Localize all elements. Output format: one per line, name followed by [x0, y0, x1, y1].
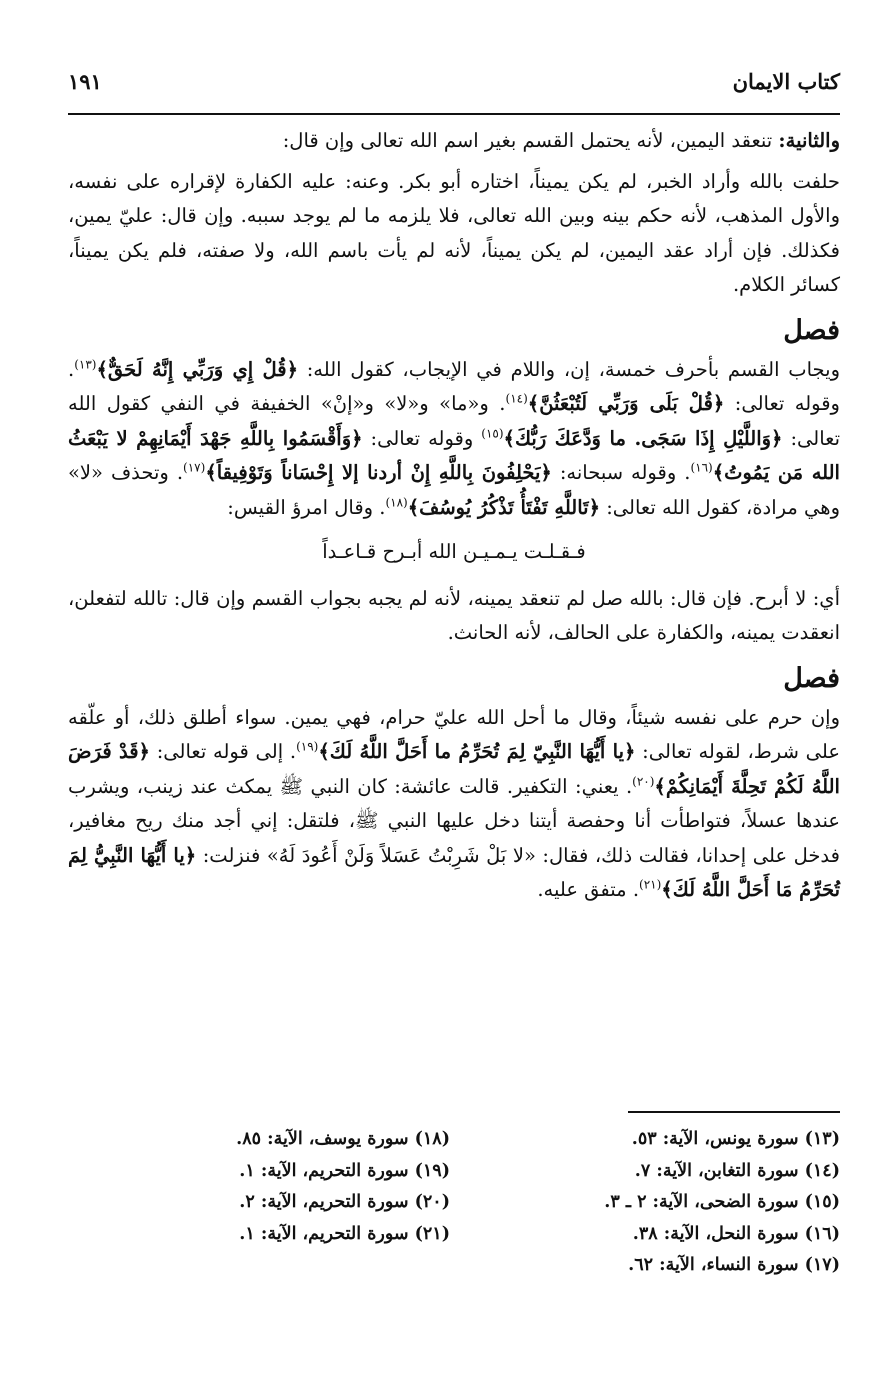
footnote-ref[interactable]: (١٤)	[505, 391, 528, 406]
text-run: . يعني: التكفير. قالت عائشة: كان النبي ﷺ يمكث عند زينب، ويشرب عندها عسلاً، فتواطأت أنا وحفصة أيتنا دخل عليها النبي ﷺ، فلتقل: إني أجد منك ريح مغافير، فدخل على إحدانا، فقالت ذلك، فقال: «لا بَلْ شَرِبْتُ عَسَلاً وَلَنْ أَعُودَ لَهُ» فنزلت:	[68, 774, 840, 867]
text-run: ويجاب القسم بأحرف خمسة، إن، واللام في الإيجاب، كقول الله:	[298, 357, 840, 381]
text-run: . وقوله تعالى:	[68, 357, 840, 415]
text-run: . و«ما» و«لا» و«إنْ» الخفيفة في النفي كقول الله تعالى:	[68, 392, 840, 450]
quran-quote: ﴿يَحْلِفُونَ بِاللَّهِ إِنْ أردنا إلا إِحْسَاناً وَتَوْفِيقاً﴾	[205, 461, 552, 484]
text-run: . وقوله سبحانه:	[551, 461, 691, 484]
footnote-18: (١٨) سورة يوسف، الآية: ٨٥.	[236, 1129, 450, 1149]
quran-quote: ﴿قُلْ إِي وَرَبِّي إِنَّهُ لَحَقٌّ﴾	[96, 357, 298, 381]
section-heading: فصل	[783, 662, 840, 694]
footnotes-column-left	[150, 1124, 450, 1250]
paragraph-1	[68, 124, 840, 159]
paragraph-lead: والثانية:	[778, 129, 840, 152]
running-title: كتاب الايمان	[732, 69, 840, 94]
poetry-verse: فـقـلـت يـمـيـن الله أبـرح قـاعـداً	[322, 540, 586, 563]
footnote-ref[interactable]: (١٩)	[296, 739, 319, 754]
text-run: . متفق عليه.	[537, 878, 640, 901]
footnote-ref[interactable]: (١٨)	[385, 495, 408, 509]
footnote-14: (١٤) سورة التغابن، الآية: ٧.	[634, 1160, 840, 1181]
footnotes-column-right	[540, 1124, 840, 1282]
quran-quote: ﴿يا أَيُّهَا النَّبِيُّ لِمَ تُحَرِّمُ مَا أَحَلَّ اللَّهُ لَكَ﴾	[68, 843, 840, 901]
quran-quote: ﴿وَأَقْسَمُوا بِاللَّهِ جَهْدَ أَيْمَانِهِمْ لا يَبْعَثُ الله مَن يَمُوتُ﴾	[68, 426, 840, 484]
paragraph-4: أي: لا أبرح. فإن قال: بالله صل لم تنعقد يمينه، لأنه لم يجبه بجواب القسم وإن قال: تالله لتفعلن، انعقدت يمينه، والكفارة على الحالف، لأنه الحانث.	[68, 586, 840, 644]
page-number: ١٩١	[68, 69, 102, 94]
section-heading: فصل	[783, 314, 840, 346]
main-text	[68, 124, 840, 908]
quran-quote: ﴿تَاللَّهِ تَفْتَأُ تَذْكُرُ يُوسُفَ﴾	[407, 495, 601, 519]
text-run: وإن حرم على نفسه شيئاً، وقال ما أحل الله عليّ حرام، فهي يمين. سواء أطلق ذلك، أو علّقه على شرط، لقوله تعالى:	[68, 705, 840, 763]
quran-quote: ﴿يا أَيُّهَا النَّبِيّ لِمَ تُحَرِّمُ ما أَحَلَّ اللَّهُ لَكَ﴾	[318, 740, 636, 763]
paragraph-2: حلفت بالله وأراد الخبر، لم يكن يميناً، اختاره أبو بكر. وعنه: عليه الكفارة لإقراره على نفسه، والأول المذهب، لأنه حكم بينه وبين الله تعالى، فلا يلزمه ما لم يوجد سببه. وإن قال: عليّ يمين، فكذلك. فإن أراد عقد اليمين، لم يكن يميناً، لأنه لم يأت باسم الله، ولا صفته، فلم يكن يميناً، كسائر الكلام.	[68, 169, 840, 296]
footnote-ref[interactable]: (١٥)	[481, 426, 504, 440]
quran-quote: ﴿قَدْ فَرَضَ اللَّهُ لَكُمْ تَحِلَّةَ أَيْمَانِكُمْ﴾	[68, 740, 840, 798]
text-run: . إلى قوله تعالى:	[149, 740, 297, 763]
footnote-ref[interactable]: (١٦)	[690, 460, 713, 475]
page-header	[68, 60, 840, 94]
header-rule	[68, 113, 840, 115]
footnote-15: (١٥) سورة الضحى، الآية: ٢ ـ ٣.	[604, 1192, 840, 1212]
paragraph-5	[68, 701, 840, 908]
footnotes	[68, 1124, 840, 1314]
paragraph-text: تنعقد اليمين، لأنه يحتمل القسم بغير اسم الله تعالى وإن قال:	[282, 129, 779, 152]
footnote-13: (١٣) سورة يونس، الآية: ٥٣.	[631, 1129, 840, 1149]
footnote-21: (٢١) سورة التحريم، الآية: ١.	[239, 1223, 450, 1244]
footnote-ref[interactable]: (١٧)	[183, 460, 206, 475]
book-page	[68, 0, 840, 1388]
paragraph-3	[68, 353, 840, 526]
text-run: . وتحذف «لا» وهي مرادة، كقول الله تعالى:	[68, 461, 840, 519]
footnote-19: (١٩) سورة التحريم، الآية: ١.	[239, 1160, 450, 1181]
footnote-17: (١٧) سورة النساء، الآية: ٦٢.	[628, 1255, 840, 1275]
text-run: . وقال امرؤ القيس:	[227, 495, 386, 519]
footnote-ref[interactable]: (١٣)	[74, 357, 97, 371]
footnote-ref[interactable]: (٢١)	[639, 877, 662, 892]
footnote-16: (١٦) سورة النحل، الآية: ٣٨.	[632, 1223, 840, 1244]
quran-quote: ﴿وَاللَّيْلِ إِذَا سَجَى. ما وَدَّعَكَ رَبُّكَ﴾	[503, 426, 783, 450]
footnote-rule	[628, 1111, 840, 1113]
footnote-20: (٢٠) سورة التحريم، الآية: ٢.	[239, 1192, 450, 1212]
quran-quote: ﴿قُلْ بَلَى وَرَبِّي لَتُبْعَثُنَّ﴾	[527, 392, 725, 415]
text-run: وقوله تعالى:	[362, 426, 482, 450]
footnote-ref[interactable]: (٢٠)	[632, 774, 655, 788]
